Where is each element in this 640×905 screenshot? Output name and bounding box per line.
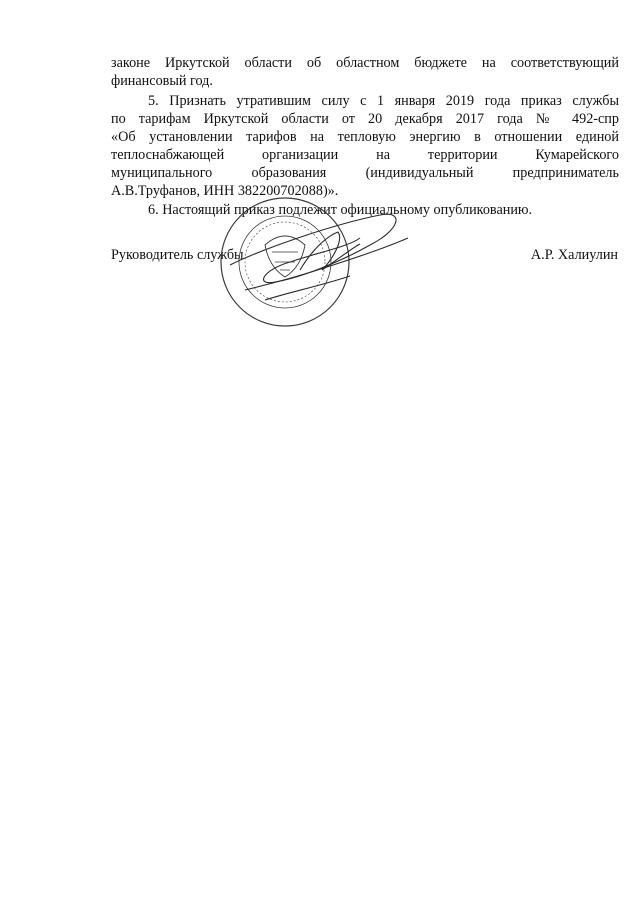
- handwritten-signature: [230, 214, 408, 300]
- paragraph-5-line-6: А.В.Труфанов, ИНН 382200702088)».: [111, 183, 339, 199]
- paragraph-4-line-2: финансовый год.: [111, 73, 213, 89]
- paragraph-5-line-4: теплоснабжающей организации на территории Кумарейского: [111, 147, 619, 163]
- paragraph-5-line-1: 5. Признать утратившим силу с 1 января 2019 года приказ службы: [148, 93, 619, 109]
- paragraph-4-line-1: законе Иркутской области об областном бюджете на соответствующий: [111, 55, 619, 71]
- signatory-name: А.Р. Халиулин: [530, 247, 618, 263]
- paragraph-5-line-3: «Об установлении тарифов на тепловую энергию в отношении единой: [111, 129, 619, 145]
- paragraph-6: 6. Настоящий приказ подлежит официальному опубликованию.: [148, 202, 533, 218]
- paragraph-5-line-2: по тарифам Иркутской области от 20 декабря 2017 года № 492-спр: [111, 111, 619, 127]
- paragraph-5-line-5: муниципального образования (индивидуальный предприниматель: [111, 165, 619, 181]
- signatory-position: Руководитель службы: [111, 247, 244, 263]
